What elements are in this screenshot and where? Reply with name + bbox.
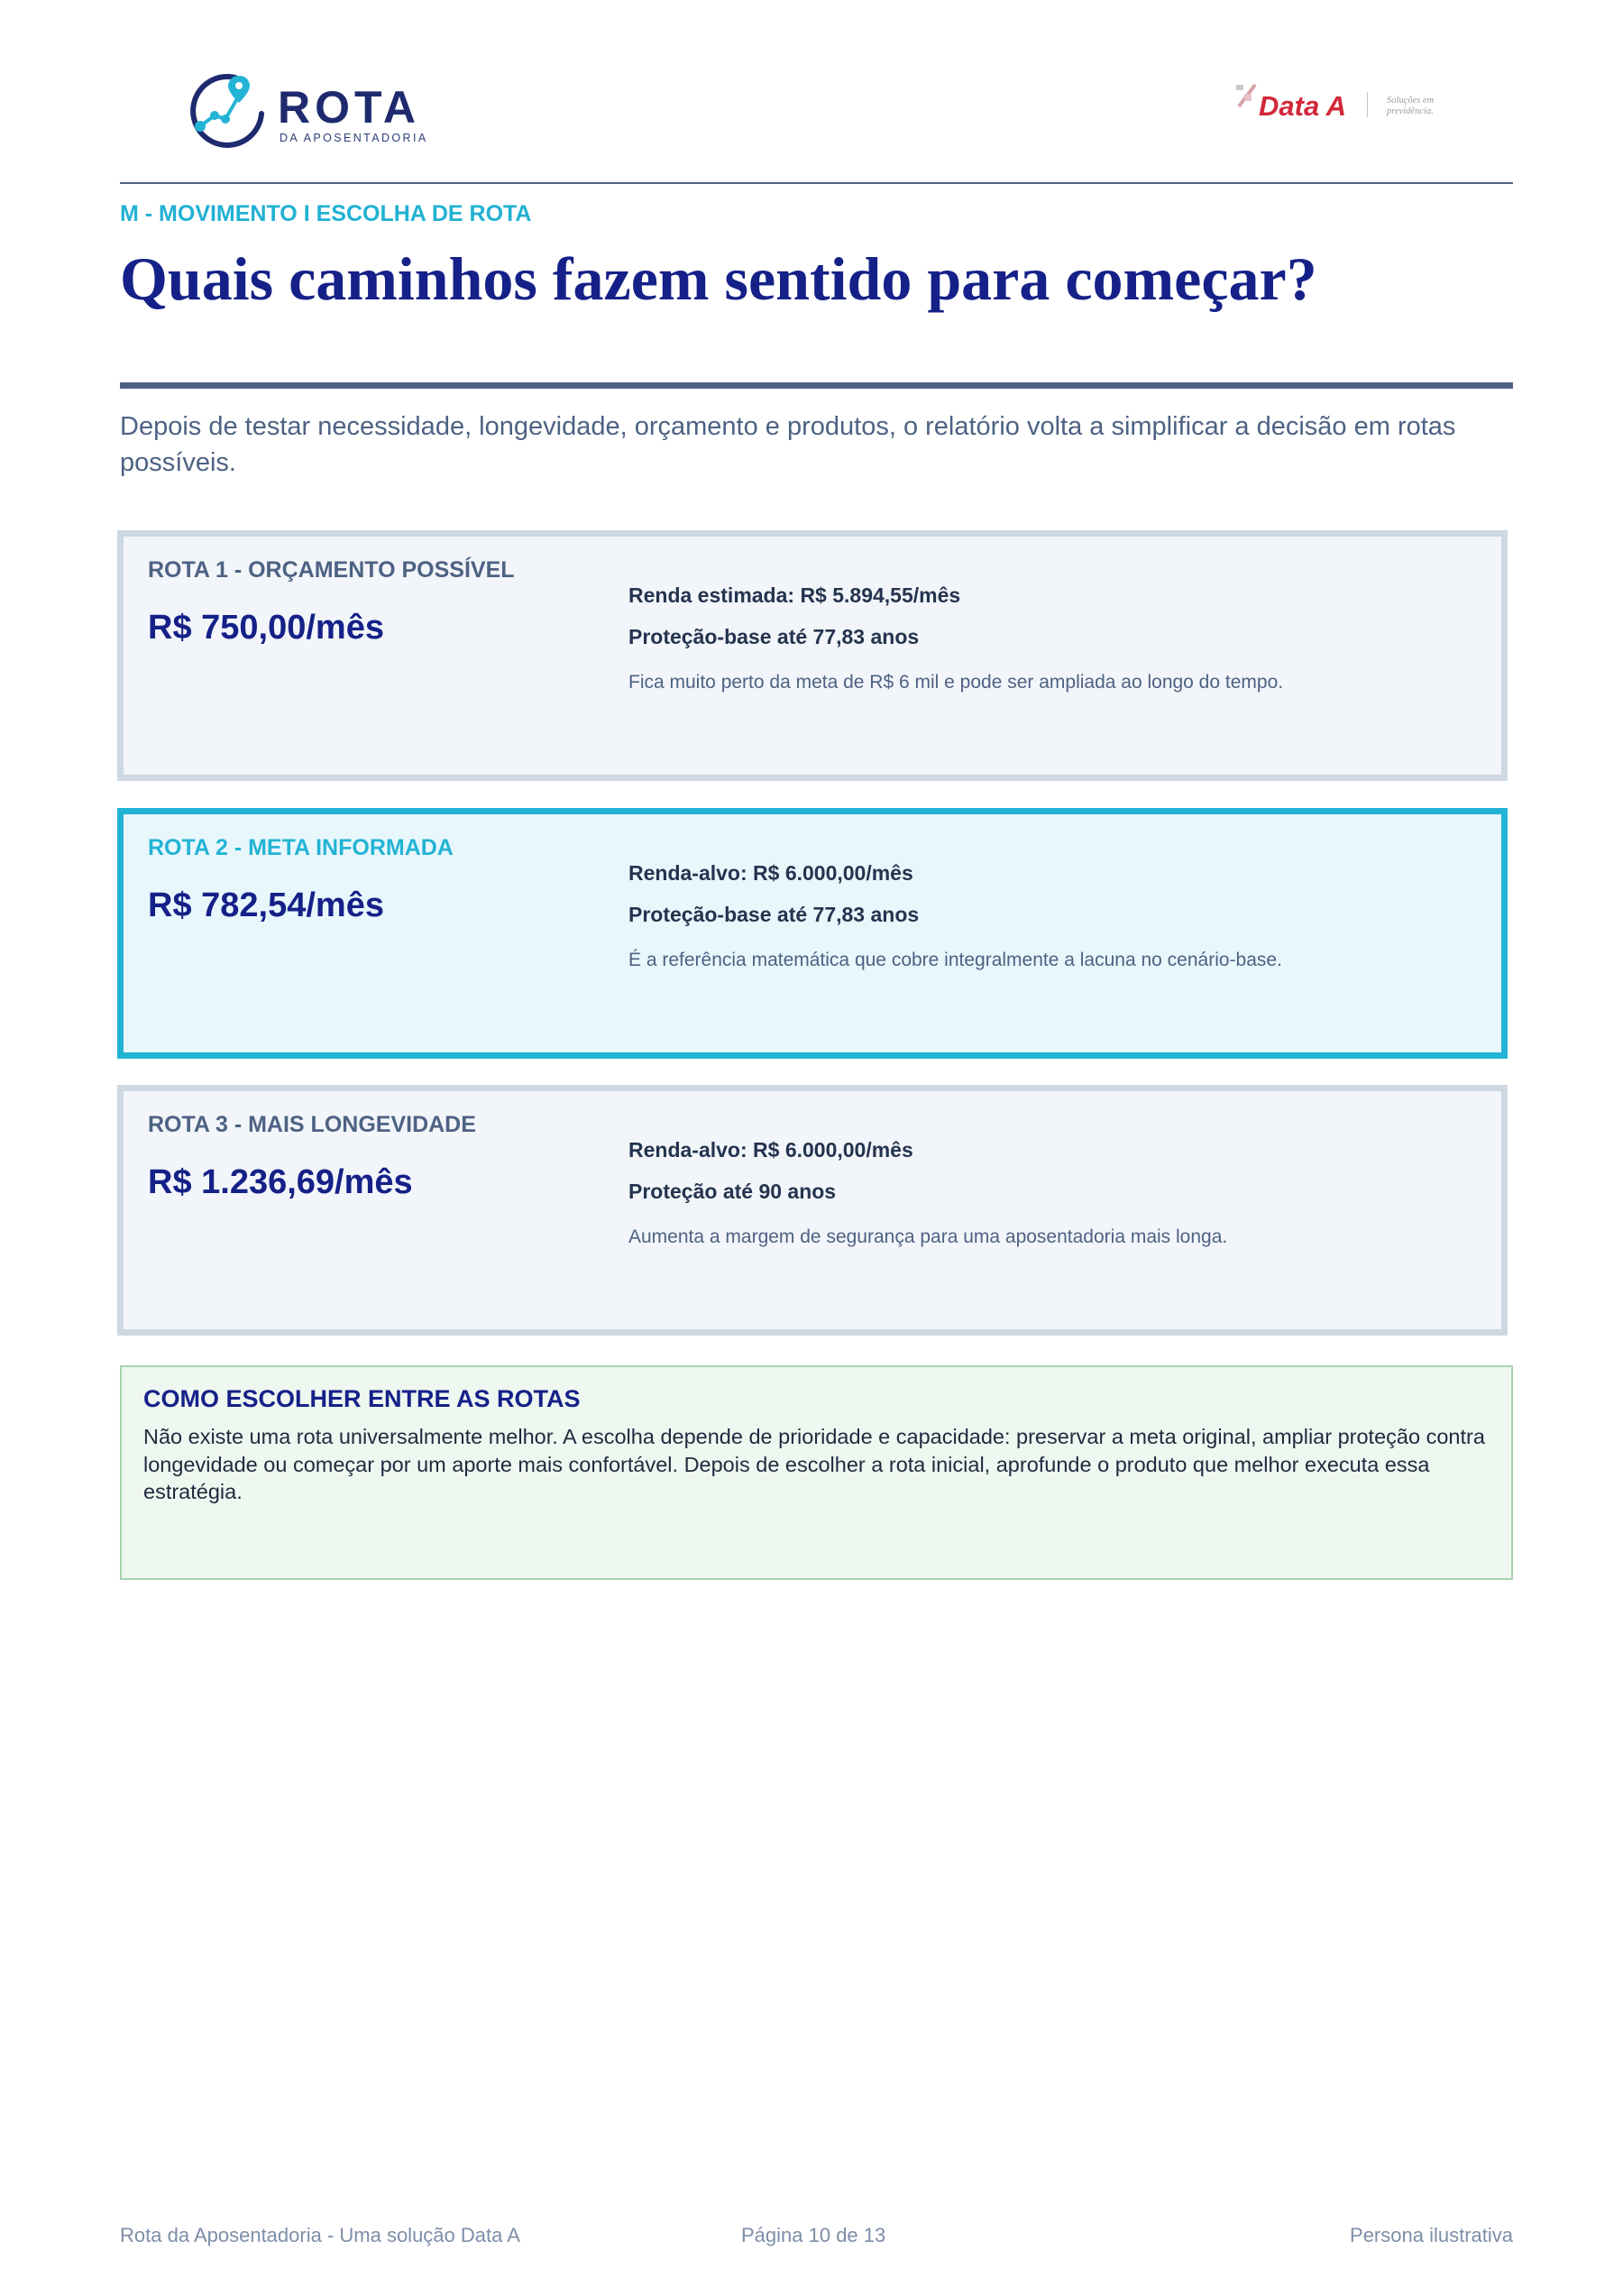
guidance-title: COMO ESCOLHER ENTRE AS ROTAS — [143, 1385, 581, 1412]
route-note: Fica muito perto da meta de R$ 6 mil e pode ser ampliada ao longo do tempo. — [628, 672, 1284, 693]
route-protection: Proteção-base até 77,83 anos — [628, 903, 920, 926]
route-card-1 — [117, 530, 1508, 781]
page-number: Página 10 de 13 — [741, 2224, 886, 2246]
data-a-tagline-line1: Soluções em — [1387, 96, 1435, 106]
route-label: ROTA 3 - MAIS LONGEVIDADE — [148, 1112, 476, 1137]
data-a-tagline-line2: previdência. — [1387, 106, 1434, 116]
footer-brand: Rota da Aposentadoria - Uma solução Data A — [120, 2224, 520, 2246]
header-divider — [120, 182, 1513, 184]
rota-logo — [185, 70, 428, 152]
route-label: ROTA 1 - ORÇAMENTO POSSÍVEL — [148, 557, 515, 583]
intro-paragraph: Depois de testar necessidade, longevidade, orçamento e produtos, o relatório volta a simplificar a decisão em rotas possíveis. — [120, 412, 1456, 477]
route-monthly-value: R$ 1.236,69/mês — [148, 1163, 413, 1201]
data-a-logo-tagline — [1387, 96, 1434, 117]
rota-logo-name: ROTA — [278, 82, 420, 133]
section-eyebrow: M - MOVIMENTO I ESCOLHA DE ROTA — [120, 201, 532, 226]
route-protection: Proteção até 90 anos — [628, 1180, 837, 1203]
route-card-3 — [117, 1085, 1508, 1336]
route-monthly-value: R$ 750,00/mês — [148, 609, 384, 647]
route-note: Aumenta a margem de segurança para uma aposentadoria mais longa. — [628, 1226, 1228, 1247]
data-a-logo-name: Data A — [1259, 90, 1347, 122]
guidance-box — [120, 1365, 1513, 1580]
route-path-icon — [185, 70, 270, 152]
route-income: Renda-alvo: R$ 6.000,00/mês — [628, 1138, 913, 1162]
rota-logo-subtitle: DA APOSENTADORIA — [280, 132, 428, 144]
page-title: Quais caminhos fazem sentido para começar? — [120, 244, 1317, 313]
title-divider — [120, 382, 1513, 389]
footer-persona-note: Persona ilustrativa — [1350, 2224, 1513, 2246]
route-income: Renda-alvo: R$ 6.000,00/mês — [628, 861, 913, 885]
route-note: É a referência matemática que cobre integralmente a lacuna no cenário-base. — [628, 950, 1282, 970]
data-a-logo-divider — [1367, 92, 1368, 117]
data-a-mark-icon — [1235, 83, 1259, 110]
route-income: Renda estimada: R$ 5.894,55/mês — [628, 583, 961, 607]
route-label: ROTA 2 - META INFORMADA — [148, 835, 454, 860]
guidance-body: Não existe uma rota universalmente melhor. A escolha depende de prioridade e capacidade: preservar a meta original, ampliar proteção contra longevidade ou começar por um aporte mais confortável. Depois de escolher a rota inicial, aprofunde o produto que melhor executa essa estratégia. — [143, 1425, 1485, 1503]
route-card-2 — [117, 808, 1508, 1059]
route-monthly-value: R$ 782,54/mês — [148, 886, 384, 924]
data-a-logo — [1235, 83, 1461, 126]
route-protection: Proteção-base até 77,83 anos — [628, 625, 920, 648]
